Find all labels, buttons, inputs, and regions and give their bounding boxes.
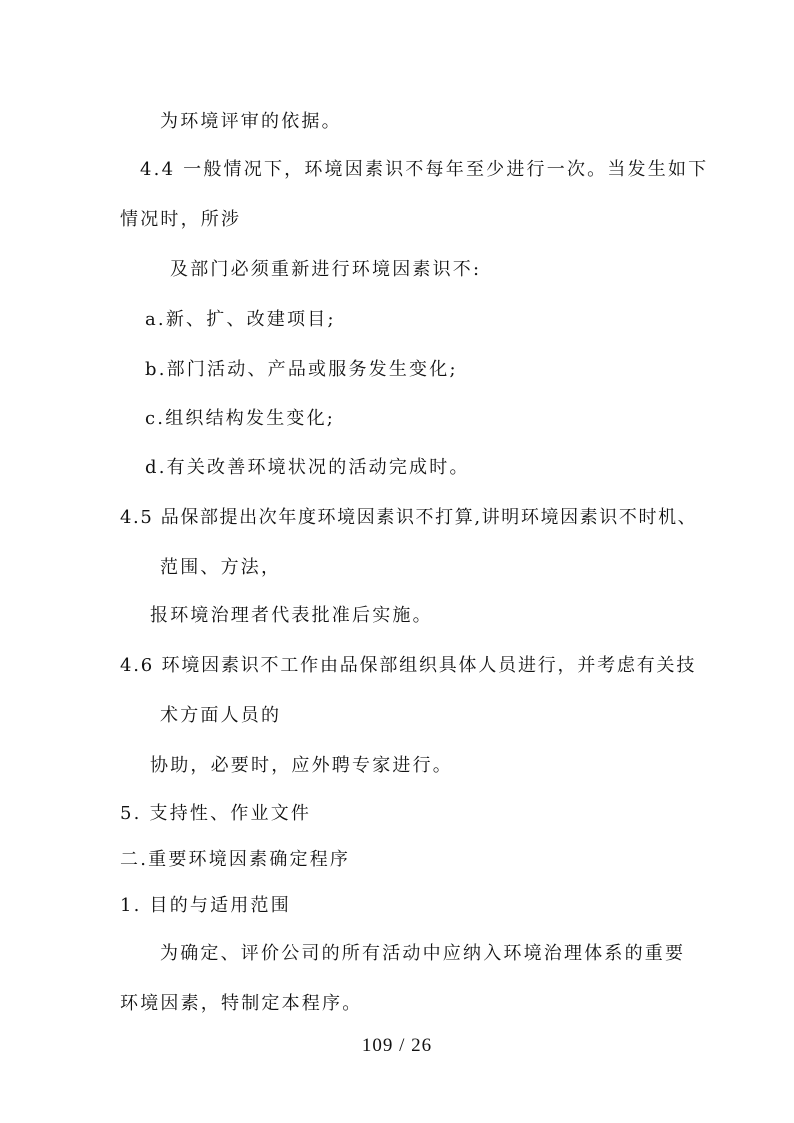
paragraph-line-10: 范围、方法，: [160, 557, 282, 578]
paragraph-line-2: 4.4 一般情况下，环境因素识不每年至少进行一次。当发生如下: [140, 159, 709, 180]
paragraph-line-1: 为环境评审的依据。: [160, 111, 342, 132]
list-item-c: c.组织结构发生变化;: [145, 408, 336, 429]
page-number: 109 / 26: [361, 1035, 433, 1056]
list-item-b: b.部门活动、产品或服务发生变化;: [145, 359, 458, 380]
paragraph-line-18: 为确定、评价公司的所有活动中应纳入环境治理体系的重要: [160, 943, 686, 964]
section-heading-2: 二.重要环境因素确定程序: [120, 849, 351, 870]
paragraph-line-9: 4.5 品保部提出次年度环境因素识不打算,讲明环境因素识不时机、: [120, 507, 698, 528]
paragraph-line-13: 术方面人员的: [160, 705, 282, 726]
paragraph-line-4: 及部门必须重新进行环境因素识不:: [170, 259, 482, 280]
paragraph-line-11: 报环境治理者代表批准后实施。: [150, 605, 433, 626]
list-item-a: a.新、扩、改建项目;: [145, 309, 336, 330]
list-item-d: d.有关改善环境状况的活动完成时。: [145, 457, 470, 478]
paragraph-line-19: 环境因素，特制定本程序。: [120, 993, 363, 1014]
paragraph-line-14: 协助，必要时，应外聘专家进行。: [150, 755, 453, 776]
section-heading-5: 5. 支持性、作业文件: [120, 803, 312, 824]
paragraph-line-12: 4.6 环境因素识不工作由品保部组织具体人员进行，并考虑有关技: [120, 655, 697, 676]
paragraph-line-3: 情况时，所涉: [120, 209, 242, 230]
section-heading-1: 1. 目的与适用范围: [120, 895, 291, 916]
